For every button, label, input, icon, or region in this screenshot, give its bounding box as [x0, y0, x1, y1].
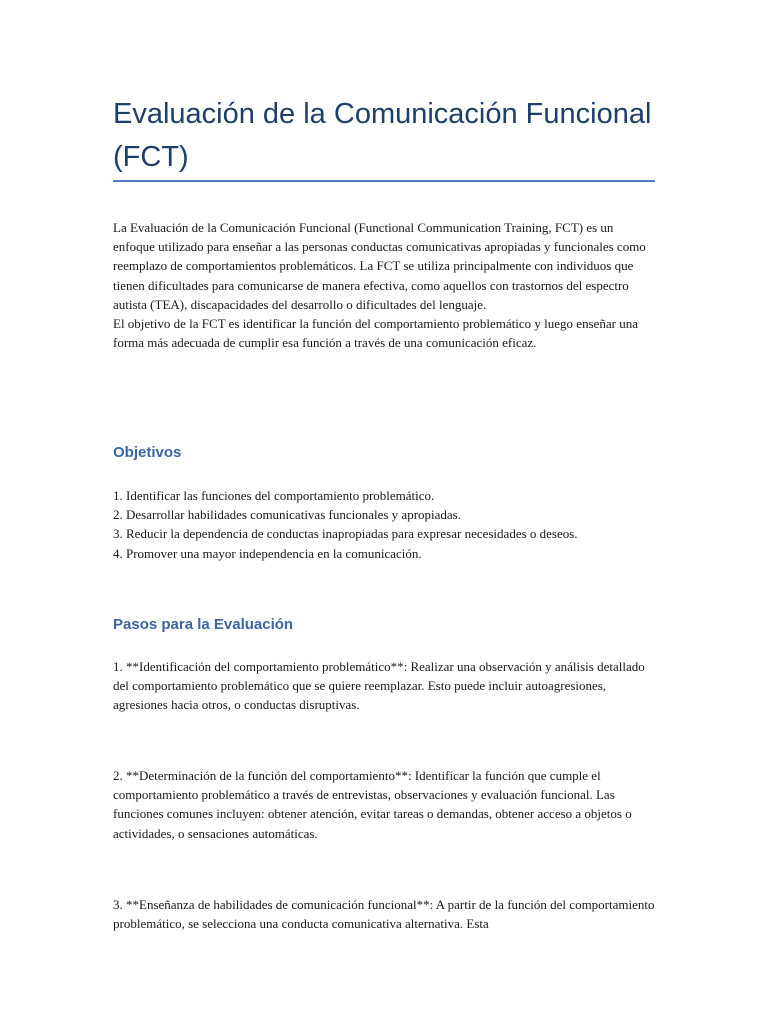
steps-heading: Pasos para la Evaluación: [113, 616, 294, 633]
step-1-paragraph: 1. **Identificación del comportamiento problemático**: Realizar una observación y análisis detallado del comportamiento problemático que se quiere reemplazar. Esto puede incluir autoagresiones, agresiones hacia otros, o conductas disruptivas.: [113, 659, 645, 713]
step-2-paragraph: 2. **Determinación de la función del comportamiento**: Identificar la función que cumple el comportamiento problemático a través de entrevistas, observaciones y evaluación funcional. Las funciones comunes incluyen: obtener atención, evitar tareas o demandas, obtener acceso a objetos o actividades, o sensaciones automáticas.: [113, 768, 632, 841]
objective-item-1: 1. Identificar las funciones del comportamiento problemático.: [113, 488, 435, 503]
objectives-heading: Objetivos: [113, 444, 182, 461]
intro-paragraph-1: La Evaluación de la Comunicación Funcional (Functional Communication Training, FCT) es un enfoque utilizado para enseñar a las personas conductas comunicativas apropiadas y funcionales como reemplazo de comportamientos problemáticos. La FCT se utiliza principalmente con individuos que tienen dificultades para comunicarse de manera efectiva, como aquellos con trastornos del espectro autista (TEA), discapacidades del desarrollo o dificultades del lenguaje.: [113, 220, 646, 312]
objective-item-4: 4. Promover una mayor independencia en la comunicación.: [113, 545, 422, 561]
objective-item-2: 2. Desarrollar habilidades comunicativas funcionales y apropiadas.: [113, 507, 461, 523]
title-underline: [113, 180, 655, 182]
objectives-list: [113, 486, 658, 563]
objective-item-3: 3. Reducir la dependencia de conductas inapropiadas para expresar necesidades o deseos.: [113, 526, 578, 542]
intro-paragraph-2: El objetivo de la FCT es identificar la función del comportamiento problemático y luego enseñar una forma más adecuada de cumplir esa función a través de una comunicación eficaz.: [113, 316, 639, 351]
intro-section: [113, 218, 658, 352]
document-title: Evaluación de la Comunicación Funcional (FCT): [113, 98, 652, 173]
step-3-paragraph: 3. **Enseñanza de habilidades de comunicación funcional**: A partir de la función del comportamiento problemático, se selecciona una conducta comunicativa alternativa. Esta: [113, 897, 655, 932]
